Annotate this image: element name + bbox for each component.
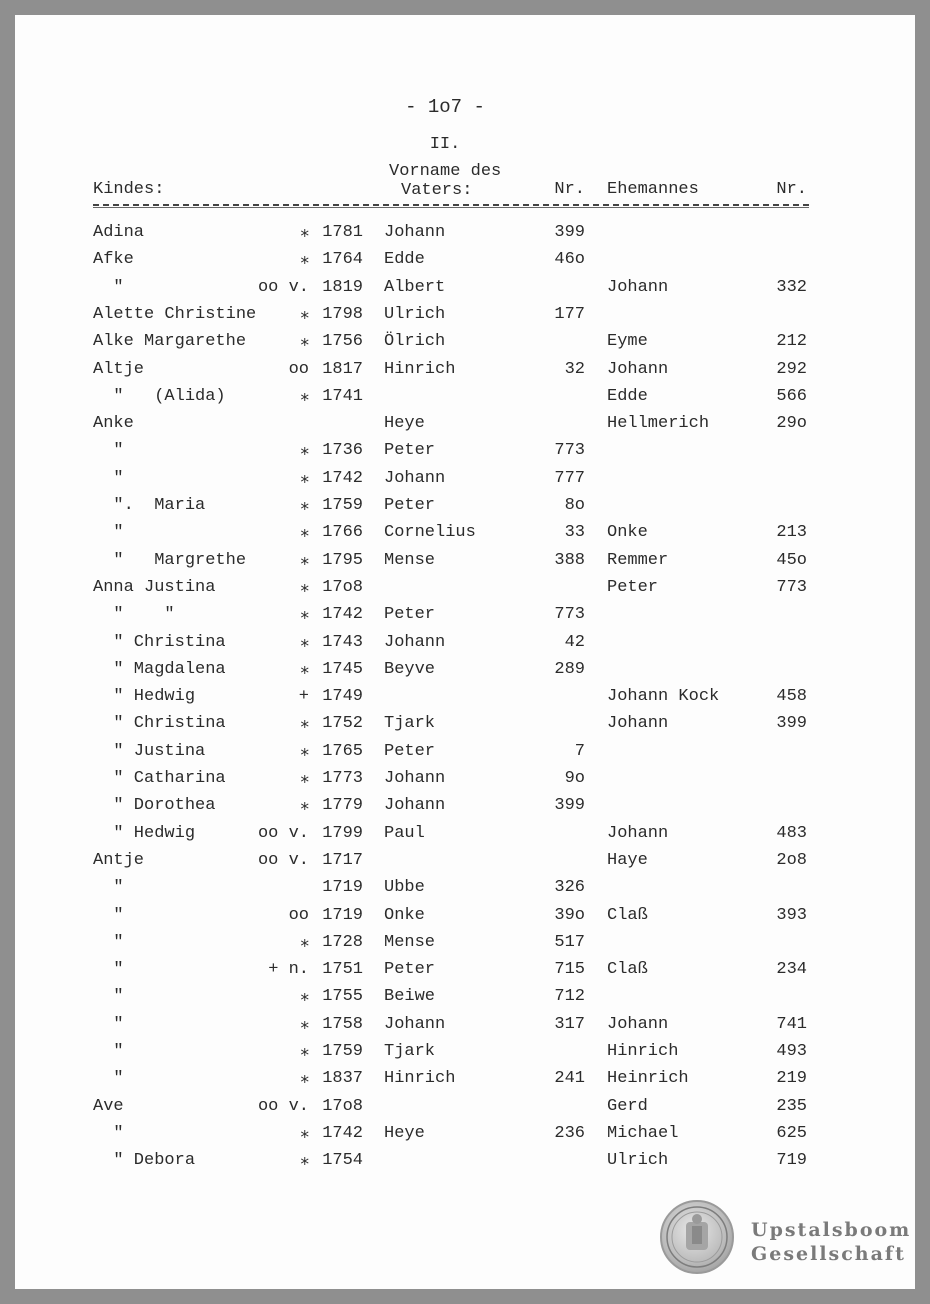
entry-spouse-nr: 212 [776,332,807,352]
entry-father: Johann [384,769,446,788]
entry-spouse: Johann [607,823,669,843]
entry-mark: ⁎ [300,769,309,788]
entry-year: 1799 [322,823,363,843]
entry-spouse-nr: 719 [776,1151,807,1171]
entry-spouse: Claß [607,905,648,925]
entry-father-nr: 715 [554,960,585,980]
entry-spouse: Johann [607,714,669,734]
header-kindes: Kindes: [93,180,165,199]
entry-father: Johann [384,223,446,242]
entry-mark: ⁎ [300,386,309,406]
entry-mark: ⁎ [300,1042,309,1061]
entry-spouse: Peter [607,577,659,597]
entry-mark: ⁎ [300,714,309,734]
entry-mark: ⁎ [300,550,309,570]
entry-spouse: Johann [607,1014,669,1034]
header-divider-underline [93,207,809,208]
entry-spouse-nr: 2o8 [776,850,807,870]
entry-name: Anna Justina [93,577,216,597]
entry-mark: + n. [268,960,309,980]
entry-name: " [93,277,124,297]
brand-line2: Gesellschaft [751,1243,906,1265]
entry-year: 1751 [322,960,363,980]
entry-mark: ⁎ [300,659,309,679]
entry-name: " Hedwig [93,823,196,843]
entry-name: " [93,878,124,898]
entry-spouse: Gerd [607,1096,648,1116]
entry-father-nr: 388 [554,550,585,570]
entry-year: 1759 [322,496,363,515]
entry-father-nr: 773 [554,605,585,625]
entry-father: Peter [384,605,436,625]
entry-year: 1743 [322,632,363,652]
entry-mark: oo v. [257,823,309,843]
entry-spouse-nr: 625 [776,1123,807,1143]
entry-spouse: Onke [607,523,648,543]
entry-name: " Margrethe [93,550,247,570]
entry-year: 1749 [322,687,363,707]
entry-spouse-nr: 483 [776,823,807,843]
entry-name: Ave [93,1096,124,1116]
entry-father-nr: 399 [554,796,585,816]
entry-year: 1764 [322,250,363,270]
entry-name: " [93,1123,124,1143]
entry-name: Altje [93,359,145,379]
entry-year: 1717 [322,850,363,870]
entry-spouse: Hellmerich [607,414,710,434]
page-number: - 1o7 - [405,96,485,118]
entry-year: 1742 [322,468,363,488]
entry-year: 1752 [322,714,363,734]
entry-father-nr: 39o [554,905,585,925]
entry-father-nr: 236 [554,1123,585,1143]
entry-father: Peter [384,441,436,461]
document-page [15,15,915,1289]
entry-father-nr: 399 [554,223,585,242]
entry-father-nr: 712 [554,987,585,1007]
entry-name: " [93,523,124,543]
entry-father: Peter [384,741,436,761]
entry-year: 1755 [322,987,363,1007]
header-vorname [389,162,529,200]
entry-father: Hinrich [384,1069,456,1089]
entry-father: Johann [384,1014,446,1034]
entry-spouse: Johann [607,359,669,379]
entry-year: 1817 [322,359,363,379]
entry-father: Ubbe [384,878,425,898]
entry-spouse: Johann [607,277,669,297]
entry-year: 1756 [322,332,363,352]
entry-name: " [93,1069,124,1089]
entry-father-nr: 773 [554,441,585,461]
entry-name: Alke Margarethe [93,332,247,352]
entry-name: " [93,932,124,952]
entry-father: Heye [384,414,425,434]
entry-year: 1719 [322,878,363,898]
entry-spouse: Heinrich [607,1069,689,1089]
entry-name: ". Maria [93,496,206,515]
entry-name: " [93,441,124,461]
entry-year: 1798 [322,304,363,324]
entry-spouse: Remmer [607,550,669,570]
entry-mark: ⁎ [300,441,309,461]
entry-spouse-nr: 332 [776,277,807,297]
seal-icon [660,1200,734,1274]
entry-name: " Debora [93,1151,196,1171]
entry-year: 1837 [322,1069,363,1089]
entry-father: Johann [384,468,446,488]
entry-spouse-nr: 393 [776,905,807,925]
entry-year: 1765 [322,741,363,761]
entry-mark: ⁎ [300,496,309,515]
entry-spouse-nr: 29o [776,414,807,434]
entry-spouse-nr: 741 [776,1014,807,1034]
entry-father: Mense [384,550,436,570]
entry-year: 1781 [322,223,363,242]
entry-spouse-nr: 234 [776,960,807,980]
entry-mark: ⁎ [300,932,309,952]
entry-father-nr: 177 [554,304,585,324]
entry-year: 1742 [322,605,363,625]
entry-father: Beiwe [384,987,436,1007]
entry-spouse: Claß [607,960,648,980]
entry-mark: ⁎ [300,1014,309,1034]
entry-mark: ⁎ [300,304,309,324]
header-ehemannes: Ehemannes [607,180,699,199]
entry-spouse: Eyme [607,332,648,352]
entry-father: Ölrich [384,332,446,352]
entry-father-nr: 32 [564,359,585,379]
entry-name: " [93,987,124,1007]
entry-name: " Hedwig [93,687,196,707]
entry-name: " Magdalena [93,659,226,679]
entry-name: " [93,468,124,488]
entry-year: 1795 [322,550,363,570]
entry-name: " Christina [93,632,226,652]
entry-year: 1728 [322,932,363,952]
entry-year: 1741 [322,386,363,406]
entry-year: 17o8 [322,1096,363,1116]
entry-year: 1779 [322,796,363,816]
entry-year: 17o8 [322,577,363,597]
entry-father: Tjark [384,1042,436,1061]
entry-spouse: Michael [607,1123,679,1143]
entry-name: " Justina [93,741,206,761]
entry-father-nr: 8o [564,496,585,515]
entry-father: Peter [384,960,436,980]
entry-father-nr: 7 [574,741,585,761]
header-vorname-line1: Vorname des [389,162,502,181]
entry-name: " [93,960,124,980]
entry-name: " [93,905,124,925]
entry-spouse-nr: 458 [776,687,807,707]
entry-father-nr: 289 [554,659,585,679]
entry-spouse-nr: 399 [776,714,807,734]
entry-father: Ulrich [384,304,446,324]
entry-mark: ⁎ [300,577,309,597]
entry-spouse: Edde [607,386,648,406]
entry-name: " " [93,605,175,625]
entry-mark: oo v. [257,850,309,870]
entry-father: Peter [384,496,436,515]
entry-year: 1719 [322,905,363,925]
entry-name: Alette Christine [93,304,257,324]
entry-mark: ⁎ [300,1069,309,1089]
entry-spouse-nr: 219 [776,1069,807,1089]
header-nr: Nr. [554,180,585,199]
header-divider [93,204,809,206]
entry-father-nr: 241 [554,1069,585,1089]
entry-mark: ⁎ [300,250,309,270]
entry-spouse: Johann Kock [607,687,720,707]
entry-mark: ⁎ [300,987,309,1007]
entry-mark: ⁎ [300,741,309,761]
entry-father: Heye [384,1123,425,1143]
entry-name: Antje [93,850,145,870]
entry-father: Onke [384,905,425,925]
entry-spouse-nr: 213 [776,523,807,543]
entry-father: Edde [384,250,425,270]
entry-father: Beyve [384,659,436,679]
entry-father: Cornelius [384,523,476,543]
entry-father-nr: 517 [554,932,585,952]
entry-spouse-nr: 566 [776,386,807,406]
entry-name: " [93,1042,124,1061]
entry-mark: ⁎ [300,468,309,488]
entry-father-nr: 46o [554,250,585,270]
entry-father-nr: 9o [564,769,585,788]
entry-name: Anke [93,414,134,434]
entry-spouse-nr: 45o [776,550,807,570]
entry-mark: ⁎ [300,796,309,816]
entry-name: " Dorothea [93,796,216,816]
entry-name: Adina [93,223,145,242]
entry-name: " [93,1014,124,1034]
entry-father: Mense [384,932,436,952]
entry-mark: ⁎ [300,1123,309,1143]
section-heading: II. [429,135,461,154]
entry-name: " Christina [93,714,226,734]
entry-mark: ⁎ [300,632,309,652]
entry-year: 1758 [322,1014,363,1034]
entry-mark: + [298,687,309,707]
entry-spouse-nr: 493 [776,1042,807,1061]
entry-spouse-nr: 773 [776,577,807,597]
entry-spouse-nr: 235 [776,1096,807,1116]
entry-mark: oo [288,359,309,379]
entry-father: Johann [384,632,446,652]
entry-mark: ⁎ [300,223,309,242]
entry-spouse: Ulrich [607,1151,669,1171]
entry-year: 1773 [322,769,363,788]
watermark-brand [751,1218,911,1266]
entry-mark: ⁎ [300,605,309,625]
entry-father-nr: 326 [554,878,585,898]
entry-father: Albert [384,277,446,297]
entry-year: 1745 [322,659,363,679]
entry-year: 1742 [322,1123,363,1143]
entry-year: 1819 [322,277,363,297]
entry-year: 1766 [322,523,363,543]
entry-name: " (Alida) [93,386,226,406]
entry-spouse: Haye [607,850,648,870]
entry-spouse-nr: 292 [776,359,807,379]
entry-father: Paul [384,823,425,843]
brand-line1: Upstalsboom [751,1219,912,1241]
entry-year: 1759 [322,1042,363,1061]
entry-father-nr: 777 [554,468,585,488]
entry-year: 1754 [322,1151,363,1171]
entry-mark: ⁎ [300,332,309,352]
entry-mark: oo v. [257,1096,309,1116]
entry-mark: ⁎ [300,1151,309,1171]
entry-spouse: Hinrich [607,1042,679,1061]
entry-name: " Catharina [93,769,226,788]
entry-father-nr: 33 [564,523,585,543]
entry-father-nr: 317 [554,1014,585,1034]
header-vorname-line2: Vaters: [401,181,473,200]
entry-mark: ⁎ [300,523,309,543]
entry-father: Hinrich [384,359,456,379]
header-nr-spouse: Nr. [776,180,807,199]
entry-year: 1736 [322,441,363,461]
entry-mark: oo [288,905,309,925]
entry-father: Johann [384,796,446,816]
entry-name: Afke [93,250,134,270]
entry-father: Tjark [384,714,436,734]
entry-father-nr: 42 [564,632,585,652]
entry-mark: oo v. [257,277,309,297]
